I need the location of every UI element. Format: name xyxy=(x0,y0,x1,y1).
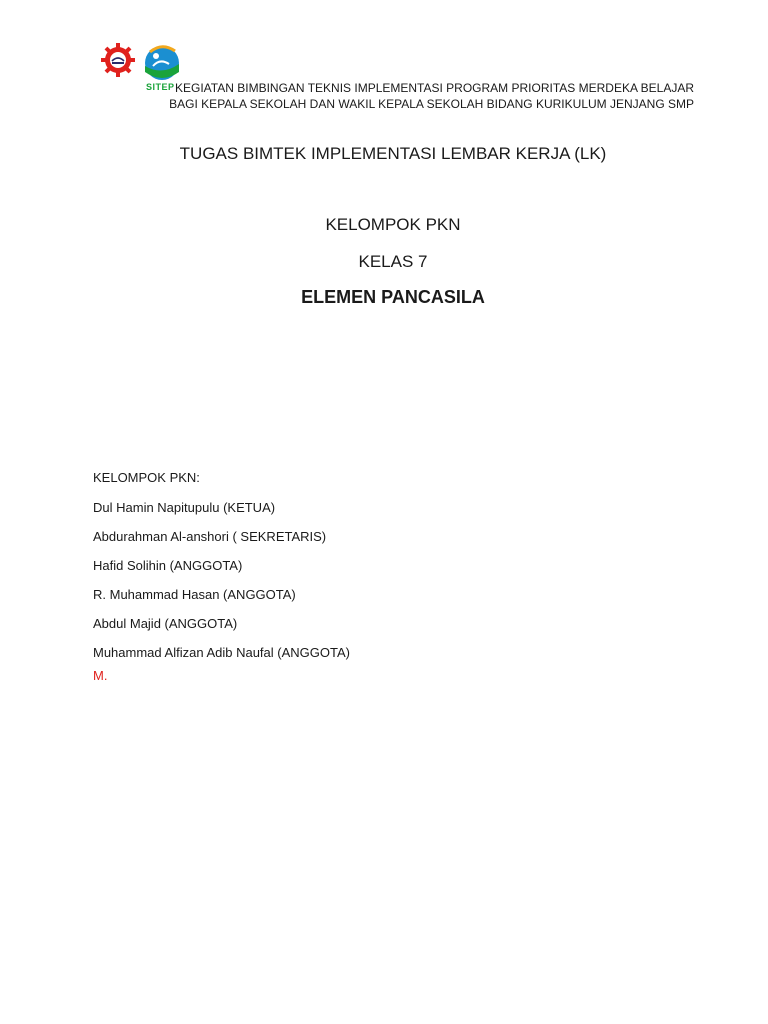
class-title: KELAS 7 xyxy=(358,252,428,271)
list-item: Dul Hamin Napitupulu (KETUA) xyxy=(93,500,276,515)
header-audience-line: BAGI KEPALA SEKOLAH DAN WAKIL KEPALA SEKOLAH BIDANG KURIKULUM JENJANG SMP xyxy=(169,97,694,111)
list-item: Abdurahman Al-anshori ( SEKRETARIS) xyxy=(93,529,327,544)
header-program-line: KEGIATAN BIMBINGAN TEKNIS IMPLEMENTASI PROGRAM PRIORITAS MERDEKA BELAJAR xyxy=(175,81,694,95)
gear-emblem-icon xyxy=(100,42,136,78)
red-note: M. xyxy=(93,668,108,683)
member-list xyxy=(93,463,350,667)
list-item: Abdul Majid (ANGGOTA) xyxy=(93,616,238,631)
member-list-heading: KELOMPOK PKN: xyxy=(93,470,200,485)
group-title: KELOMPOK PKN xyxy=(325,215,461,234)
list-item: R. Muhammad Hasan (ANGGOTA) xyxy=(93,587,296,602)
document-title: TUGAS BIMTEK IMPLEMENTASI LEMBAR KERJA (LK) xyxy=(179,144,607,163)
list-item: Hafid Solihin (ANGGOTA) xyxy=(93,558,243,573)
header-logos xyxy=(100,42,184,96)
seamolec-logo-text: SITEP xyxy=(146,82,175,92)
seamolec-emblem-icon xyxy=(142,42,182,82)
main-title: ELEMEN PANCASILA xyxy=(301,287,485,307)
list-item: Muhammad Alfizan Adib Naufal (ANGGOTA) xyxy=(93,645,350,660)
